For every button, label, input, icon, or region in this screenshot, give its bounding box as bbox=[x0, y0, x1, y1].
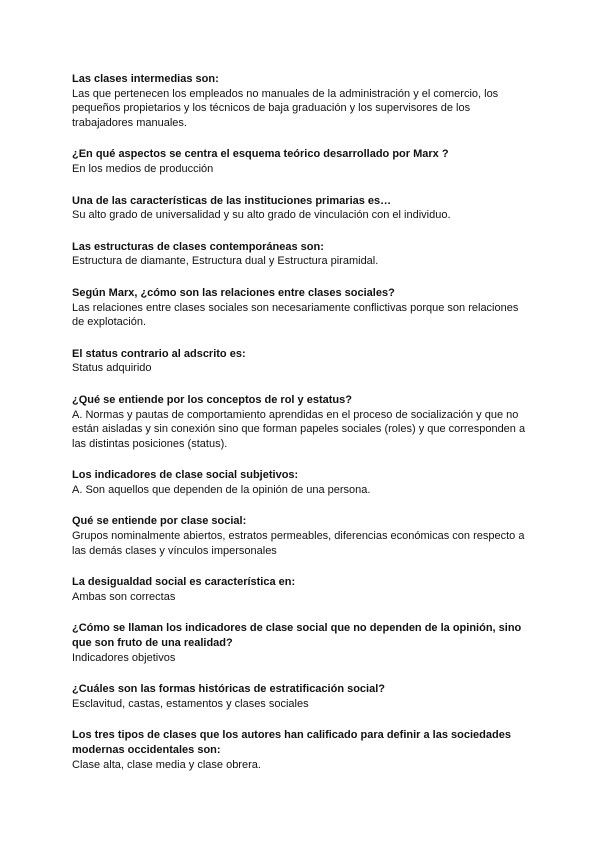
answer: A. Normas y pautas de comportamiento aprendidas en el proceso de socialización y que no están aisladas y sin conexión sino que forman papeles sociales (roles) y que corresponden a las distintas posiciones (status). bbox=[72, 408, 526, 450]
answer: A. Son aquellos que dependen de la opinión de una persona. bbox=[72, 483, 371, 496]
qa-item bbox=[72, 194, 532, 223]
question: Según Marx, ¿cómo son las relaciones entre clases sociales? bbox=[72, 286, 395, 299]
qa-item bbox=[72, 728, 532, 772]
question: Qué se entiende por clase social: bbox=[72, 515, 247, 528]
qa-item bbox=[72, 72, 532, 130]
document-page bbox=[72, 72, 532, 789]
qa-item bbox=[72, 393, 532, 451]
answer: Clase alta, clase media y clase obrera. bbox=[72, 758, 261, 771]
question: Las estructuras de clases contemporáneas son: bbox=[72, 240, 324, 253]
question: El status contrario al adscrito es: bbox=[72, 347, 246, 360]
answer: En los medios de producción bbox=[72, 162, 214, 175]
question: ¿En qué aspectos se centra el esquema teórico desarrollado por Marx ? bbox=[72, 148, 449, 161]
qa-item bbox=[72, 514, 532, 558]
qa-item bbox=[72, 347, 532, 376]
question: La desigualdad social es característica en: bbox=[72, 576, 296, 589]
qa-item bbox=[72, 621, 532, 665]
answer: Las que pertenecen los empleados no manuales de la administración y el comercio, los pequeños propietarios y los técnicos de baja graduación y los supervisores de los trabajadores manuales. bbox=[72, 87, 499, 129]
qa-item bbox=[72, 682, 532, 711]
answer: Grupos nominalmente abiertos, estratos permeables, diferencias económicas con respecto a las demás clases y vínculos impersonales bbox=[72, 530, 525, 557]
answer: Ambas son correctas bbox=[72, 590, 176, 603]
question: Una de las características de las instituciones primarias es… bbox=[72, 194, 392, 207]
qa-item bbox=[72, 468, 532, 497]
answer: Indicadores objetivos bbox=[72, 651, 176, 664]
question: ¿Cómo se llaman los indicadores de clase social que no dependen de la opinión, sino que son fruto de una realidad? bbox=[72, 622, 522, 650]
question: ¿Qué se entiende por los conceptos de rol y estatus? bbox=[72, 393, 352, 406]
question: Los indicadores de clase social subjetivos: bbox=[72, 469, 299, 482]
qa-item bbox=[72, 286, 532, 330]
answer: Las relaciones entre clases sociales son necesariamente conflictivas porque son relaciones de explotación. bbox=[72, 301, 519, 329]
answer: Esclavitud, castas, estamentos y clases sociales bbox=[72, 697, 309, 710]
qa-item bbox=[72, 240, 532, 269]
qa-item bbox=[72, 147, 532, 176]
answer: Su alto grado de universalidad y su alto grado de vinculación con el individuo. bbox=[72, 209, 451, 222]
answer: Estructura de diamante, Estructura dual y Estructura piramidal. bbox=[72, 255, 379, 268]
answer: Status adquirido bbox=[72, 362, 152, 375]
question: ¿Cuáles son las formas históricas de estratificación social? bbox=[72, 683, 386, 696]
question: Los tres tipos de clases que los autores han calificado para definir a las sociedades modernas occidentales son: bbox=[72, 729, 511, 756]
question: Las clases intermedias son: bbox=[72, 73, 219, 85]
qa-item bbox=[72, 575, 532, 604]
